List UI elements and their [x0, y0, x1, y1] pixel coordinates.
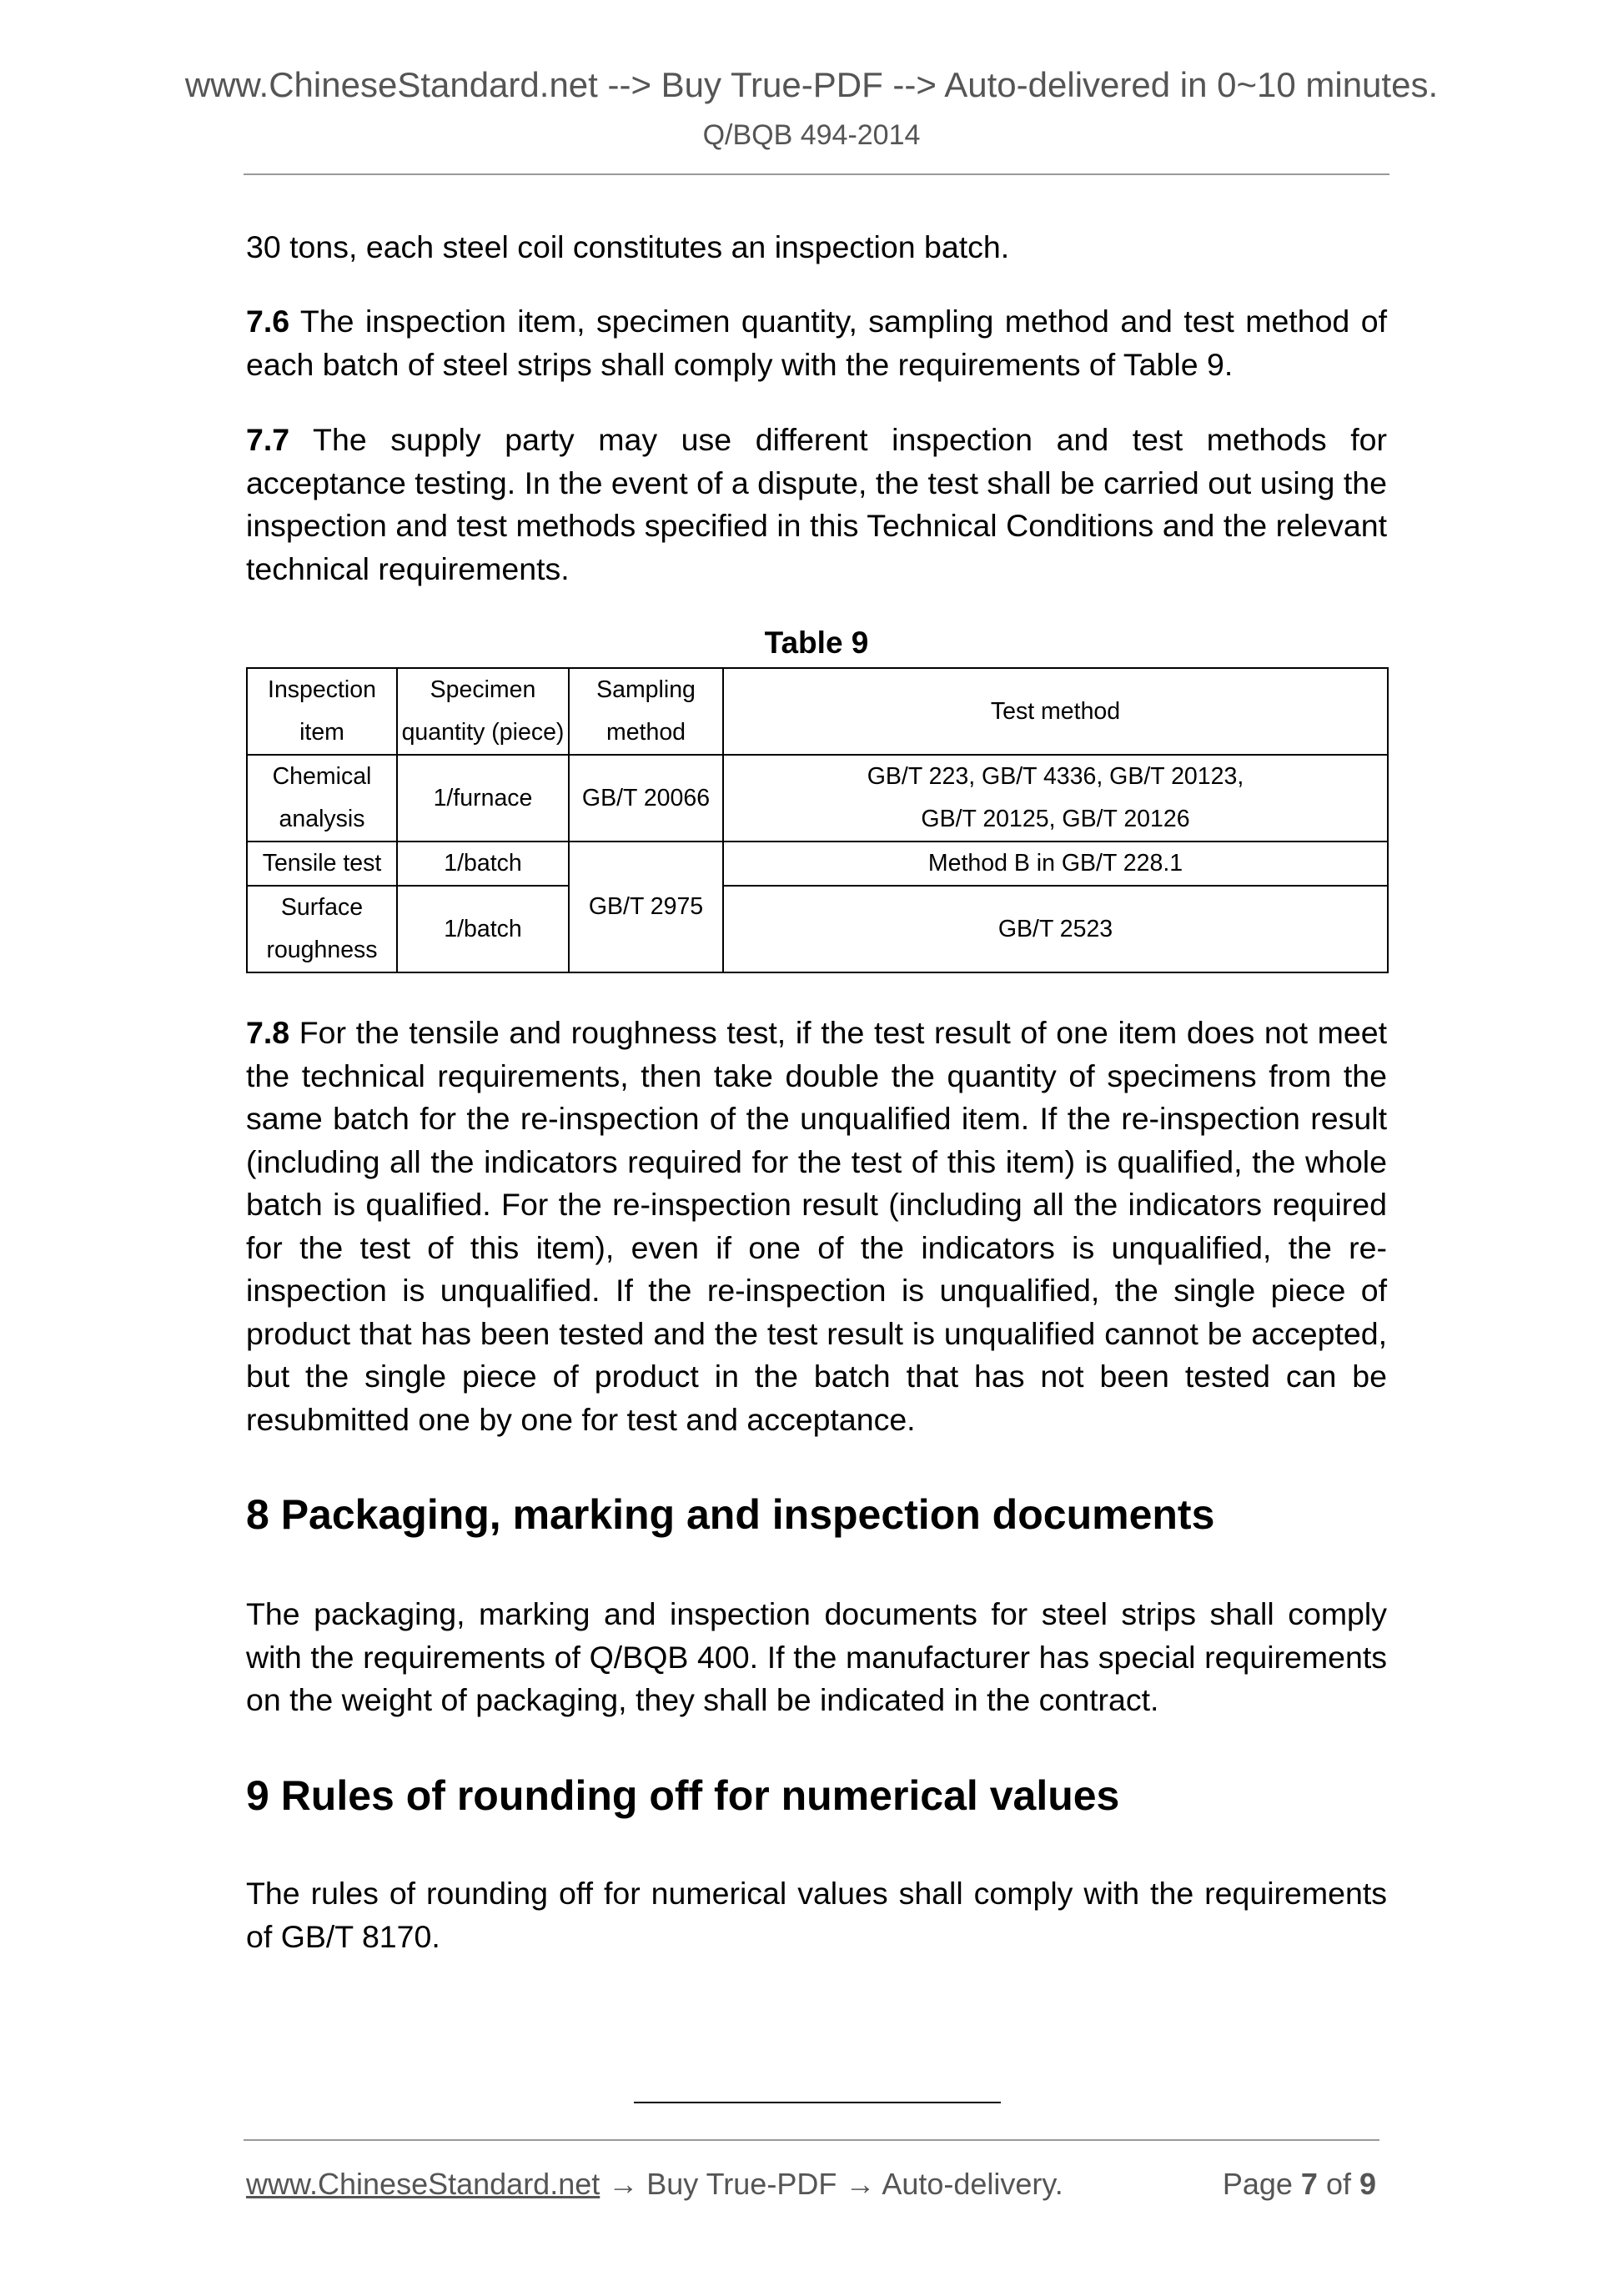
- clause-7-6: [246, 300, 1387, 386]
- page-number: 7: [1300, 2167, 1318, 2201]
- cell-quantity: 1/furnace: [397, 755, 569, 842]
- table-caption: Table 9: [764, 625, 869, 660]
- cell-quantity: 1/batch: [397, 842, 569, 886]
- header-test-method: Test method: [723, 668, 1388, 755]
- clause-text: The inspection item, specimen quantity, sampling method and test method of each batch of steel strips shall comply with the requirements of Table 9.: [246, 304, 1387, 382]
- cell-item: Chemical analysis: [247, 755, 397, 842]
- page-total: 9: [1359, 2167, 1376, 2201]
- header-divider: [244, 173, 1389, 175]
- table-row-roughness: [247, 886, 1388, 972]
- clause-7-8: [246, 1012, 1387, 1441]
- table-row-tensile: [247, 842, 1388, 886]
- section-8-paragraph: The packaging, marking and inspection documents for steel strips shall comply with the requirements of Q/BQB 400. If the manufacturer has special requirements on the weight of packaging, they shall be indicated in the contract.: [246, 1596, 1387, 1717]
- cell-sampling-shared: GB/T 2975: [569, 842, 723, 972]
- footer-divider: [244, 2139, 1379, 2141]
- cell-quantity: 1/batch: [397, 886, 569, 972]
- end-of-document-rule: [634, 2102, 1001, 2103]
- clause-text: The supply party may use different inspection and test methods for acceptance testing. In the event of a dispute, the test shall be carried out using the inspection and test methods specified in this Technical Conditions and the relevant technical requirements.: [246, 422, 1387, 586]
- cell-item: Tensile test: [247, 842, 397, 886]
- footer-link[interactable]: www.ChineseStandard.net: [246, 2167, 600, 2201]
- cell-item: Surface roughness: [247, 886, 397, 972]
- header-inspection-item: Inspection item: [247, 668, 397, 755]
- cell-sampling: GB/T 20066: [569, 755, 723, 842]
- section-heading-8: 8 Packaging, marking and inspection documents: [246, 1491, 1215, 1538]
- header-banner: www.ChineseStandard.net --> Buy True-PDF --> Auto-delivered in 0~10 minutes.: [184, 65, 1439, 104]
- page-indicator: Page 7 of 9: [1222, 2167, 1376, 2201]
- header-sampling-method: Sampling method: [569, 668, 723, 755]
- clause-7-7: [246, 419, 1387, 590]
- table-header-row: [247, 668, 1388, 755]
- table-9: [246, 667, 1389, 973]
- page-footer: [246, 2167, 1376, 2202]
- clause-number: 7.8: [246, 1015, 290, 1050]
- paragraph-text: 30 tons, each steel coil constitutes an inspection batch.: [246, 229, 1010, 264]
- cell-test-method: Method B in GB/T 228.1: [723, 842, 1388, 886]
- section-9-paragraph: The rules of rounding off for numerical values shall comply with the requirements of GB/T 8170.: [246, 1876, 1387, 1954]
- paragraph-continued: [246, 226, 1387, 269]
- section-heading-9: 9 Rules of rounding off for numerical values: [246, 1772, 1120, 1819]
- document-code: Q/BQB 494-2014: [702, 119, 921, 151]
- clause-number: 7.7: [246, 422, 290, 457]
- table-row-chemical: [247, 755, 1388, 842]
- clause-text: For the tensile and roughness test, if the test result of one item does not meet the technical requirements, then take double the quantity of specimens from the same batch for the re-inspection of the unqualified item. If the re-inspection result (including all the indicators required for the test of this item) is qualified, the whole batch is qualified. For the re-inspection result (including all the indicators required for the test of this item), even if one of the indicators is unqualified, the re-inspection is unqualified. If the re-inspection is unqualified, the single piece of product that has been tested and the test result is unqualified cannot be accepted, but the single piece of product in the batch that has not been tested can be resubmitted one by one for test and acceptance.: [246, 1015, 1387, 1437]
- header-specimen-quantity: Specimen quantity (piece): [397, 668, 569, 755]
- cell-test-method: GB/T 2523: [723, 886, 1388, 972]
- cell-test-method: GB/T 223, GB/T 4336, GB/T 20123, GB/T 20125, GB/T 20126: [723, 755, 1388, 842]
- footer-text: → Buy True-PDF → Auto-delivery.: [600, 2167, 1063, 2201]
- clause-number: 7.6: [246, 304, 290, 339]
